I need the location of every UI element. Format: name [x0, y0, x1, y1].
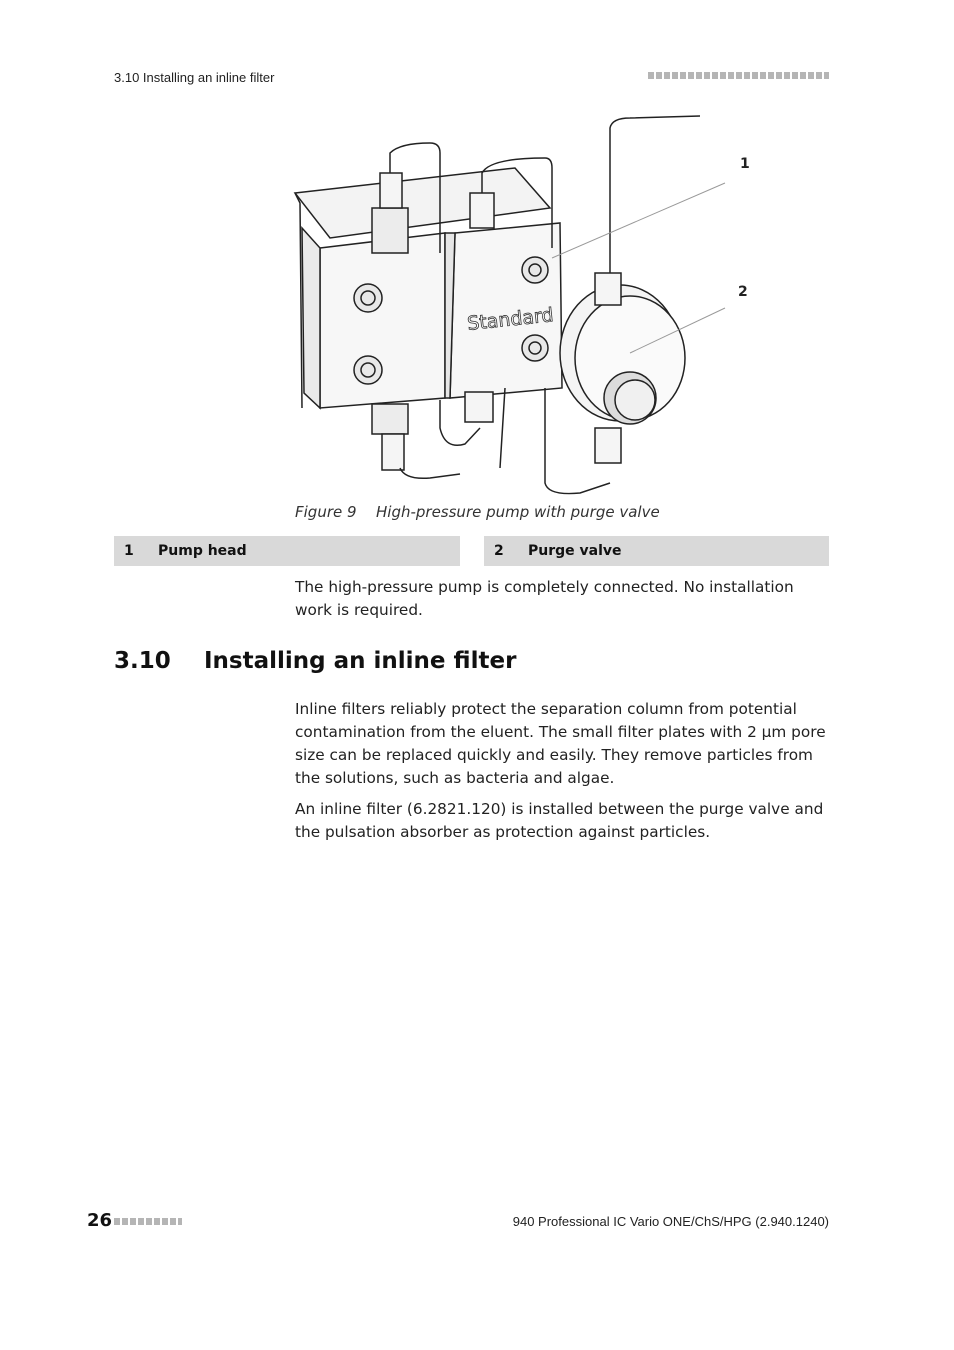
- legend-label: Purge valve: [528, 543, 622, 559]
- legend-num: 2: [494, 543, 504, 559]
- section-number: 3.10: [114, 648, 171, 674]
- page-number: 26: [87, 1210, 113, 1231]
- section-title: Installing an inline filter: [204, 648, 517, 674]
- figure-title: High-pressure pump with purge valve: [376, 503, 660, 521]
- callout-2: 2: [738, 284, 748, 300]
- figure-caption: [295, 503, 660, 521]
- figure-number: Figure 9: [295, 503, 357, 521]
- paragraph-inline-filters: Inline filters reliably protect the separation column from potential contamination from the eluent. The small filter plates with 2 µm pore size can be replaced quickly and easily. They remove particles from the solutions, such as bacteria and algae.: [295, 700, 826, 787]
- panel-label: Standard: [466, 304, 555, 335]
- legend-cell-2: [484, 536, 829, 566]
- paragraph-inline-filter-install: An inline filter (6.2821.120) is installed between the purge valve and the pulsation absorber as protection against particles.: [295, 800, 824, 841]
- paragraph-connected: The high-pressure pump is completely connected. No installation work is required.: [295, 578, 794, 619]
- running-head: 3.10 Installing an inline filter: [114, 70, 275, 85]
- callout-1: 1: [740, 156, 750, 172]
- pump-illustration: [290, 108, 750, 503]
- legend-num: 1: [124, 543, 134, 559]
- legend-cell-1: [114, 536, 460, 566]
- pump-figure: [290, 108, 750, 503]
- footer-decoration-dots: [114, 1218, 182, 1225]
- footer-doc-title: 940 Professional IC Vario ONE/ChS/HPG (2.940.1240): [512, 1214, 829, 1229]
- section-heading: [114, 648, 516, 674]
- header-decoration-dots: [648, 72, 829, 79]
- legend-label: Pump head: [158, 543, 247, 559]
